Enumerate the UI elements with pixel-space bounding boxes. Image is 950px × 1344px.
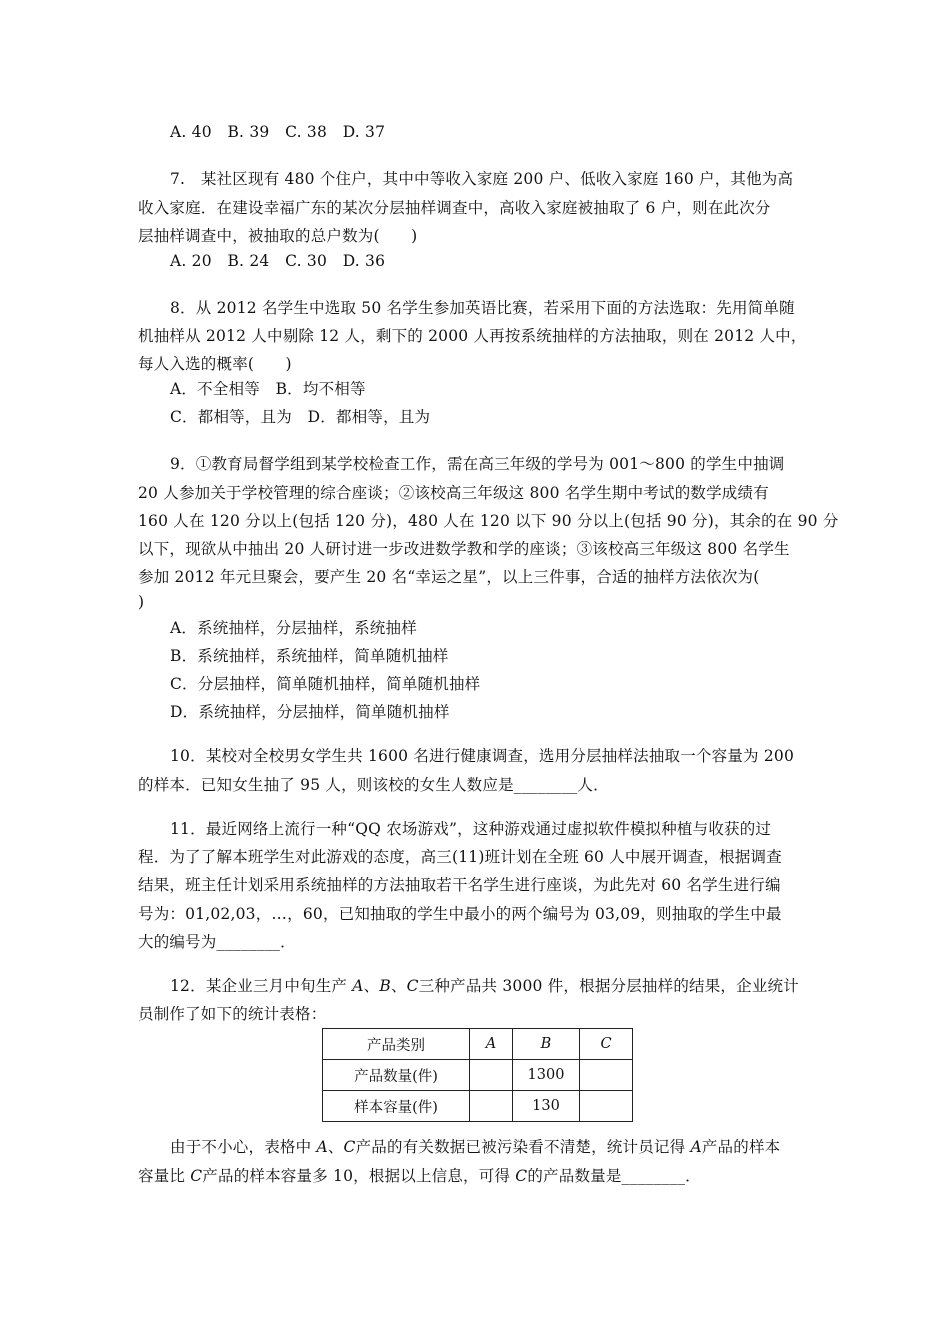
q8-option-cd: C．都相等，且为 D．都相等，且为 bbox=[170, 408, 431, 426]
q7-options: A. 20 B. 24 C. 30 D. 36 bbox=[170, 252, 386, 270]
table-cell bbox=[470, 1060, 513, 1091]
q11-line-1: 11．最近网络上流行一种“QQ 农场游戏”，这种游戏通过虚拟软件模拟种植与收获的过 bbox=[170, 820, 772, 838]
table-cell: 样本容量(件) bbox=[323, 1091, 470, 1122]
q9-line-2: 20 人参加关于学校管理的综合座谈；②该校高三年级这 800 名学生期中考试的数学成绩有 bbox=[138, 484, 769, 502]
q8-line-1: 8．从 2012 名学生中选取 50 名学生参加英语比赛，若采用下面的方法选取：先用简单随 bbox=[170, 299, 795, 317]
q9-option-d: D．系统抽样，分层抽样，简单随机抽样 bbox=[170, 703, 450, 721]
q12-after-line-2: 容量比 C产品的样本容量多 10，根据以上信息，可得 C的产品数量是________． bbox=[138, 1167, 701, 1185]
q11-line-2: 程．为了了解本班学生对此游戏的态度，高三(11)班计划在全班 60 人中展开调查，根据调查 bbox=[138, 848, 782, 866]
q9-line-4: 以下，现欲从中抽出 20 人研讨进一步改进数学教和学的座谈；③该校高三年级这 800 名学生 bbox=[138, 540, 790, 558]
q8-line-3: 每人入选的概率( ) bbox=[138, 355, 292, 373]
table-header-cell: A bbox=[470, 1029, 513, 1060]
table-cell: 130 bbox=[513, 1091, 580, 1122]
table-cell bbox=[580, 1091, 633, 1122]
table-cell: 产品数量(件) bbox=[323, 1060, 470, 1091]
q7-line-2: 收入家庭．在建设幸福广东的某次分层抽样调查中，高收入家庭被抽取了 6 户，则在此次分 bbox=[138, 199, 771, 217]
table-header-cell: 产品类别 bbox=[323, 1029, 470, 1060]
q7-line-1: 7. 某社区现有 480 个住户，其中中等收入家庭 200 户、低收入家庭 160 户，其他为高 bbox=[170, 170, 794, 188]
q11-line-3: 结果，班主任计划采用系统抽样的方法抽取若干名学生进行座谈，为此先对 60 名学生进行编 bbox=[138, 876, 781, 894]
q9-option-b: B．系统抽样，系统抽样，简单随机抽样 bbox=[170, 647, 449, 665]
q12-line-1: 12．某企业三月中旬生产 A、B、C三种产品共 3000 件，根据分层抽样的结果，企业统计 bbox=[170, 977, 799, 995]
q9-line-5: 参加 2012 年元旦聚会，要产生 20 名“幸运之星”，以上三件事，合适的抽样方法依次为( bbox=[138, 568, 760, 586]
q10-line-2: 的样本．已知女生抽了 95 人，则该校的女生人数应是________人． bbox=[138, 776, 609, 794]
q8-line-2: 机抽样从 2012 人中剔除 12 人，剩下的 2000 人再按系统抽样的方法抽取，则在 2012 人中， bbox=[138, 327, 807, 345]
q12-after-line-1: 由于不小心，表格中 A、C产品的有关数据已被污染看不清楚，统计员记得 A产品的样本 bbox=[170, 1138, 781, 1156]
q8-option-ab: A．不全相等 B．均不相等 bbox=[170, 380, 366, 398]
q9-line-6: ) bbox=[138, 593, 145, 611]
q7-line-3: 层抽样调查中，被抽取的总户数为( ) bbox=[138, 227, 418, 245]
table-row bbox=[323, 1060, 633, 1091]
table-row bbox=[323, 1091, 633, 1122]
q10-line-1: 10．某校对全校男女学生共 1600 名进行健康调查，选用分层抽样法抽取一个容量为 200 bbox=[170, 747, 795, 765]
statistics-table bbox=[322, 1028, 633, 1122]
q9-line-3: 160 人在 120 分以上(包括 120 分)，480 人在 120 以下 90 分以上(包括 90 分)，其余的在 90 分 bbox=[138, 512, 839, 530]
q11-line-4: 号为：01,02,03，…，60，已知抽取的学生中最小的两个编号为 03,09，则抽取的学生中最 bbox=[138, 905, 782, 923]
table-cell bbox=[470, 1091, 513, 1122]
q12-line-2: 员制作了如下的统计表格： bbox=[138, 1005, 327, 1023]
table-header-cell: C bbox=[580, 1029, 633, 1060]
table-header-row bbox=[323, 1029, 633, 1060]
q6-options: A. 40 B. 39 C. 38 D. 37 bbox=[170, 123, 386, 141]
q11-line-5: 大的编号为________． bbox=[138, 933, 296, 951]
table-cell bbox=[580, 1060, 633, 1091]
table-header-cell: B bbox=[513, 1029, 580, 1060]
q9-option-a: A．系统抽样，分层抽样，系统抽样 bbox=[170, 619, 417, 637]
q9-option-c: C．分层抽样，简单随机抽样，简单随机抽样 bbox=[170, 675, 481, 693]
q9-line-1: 9．①教育局督学组到某学校检查工作，需在高三年级的学号为 001～800 的学生中抽调 bbox=[170, 455, 785, 473]
table-cell: 1300 bbox=[513, 1060, 580, 1091]
